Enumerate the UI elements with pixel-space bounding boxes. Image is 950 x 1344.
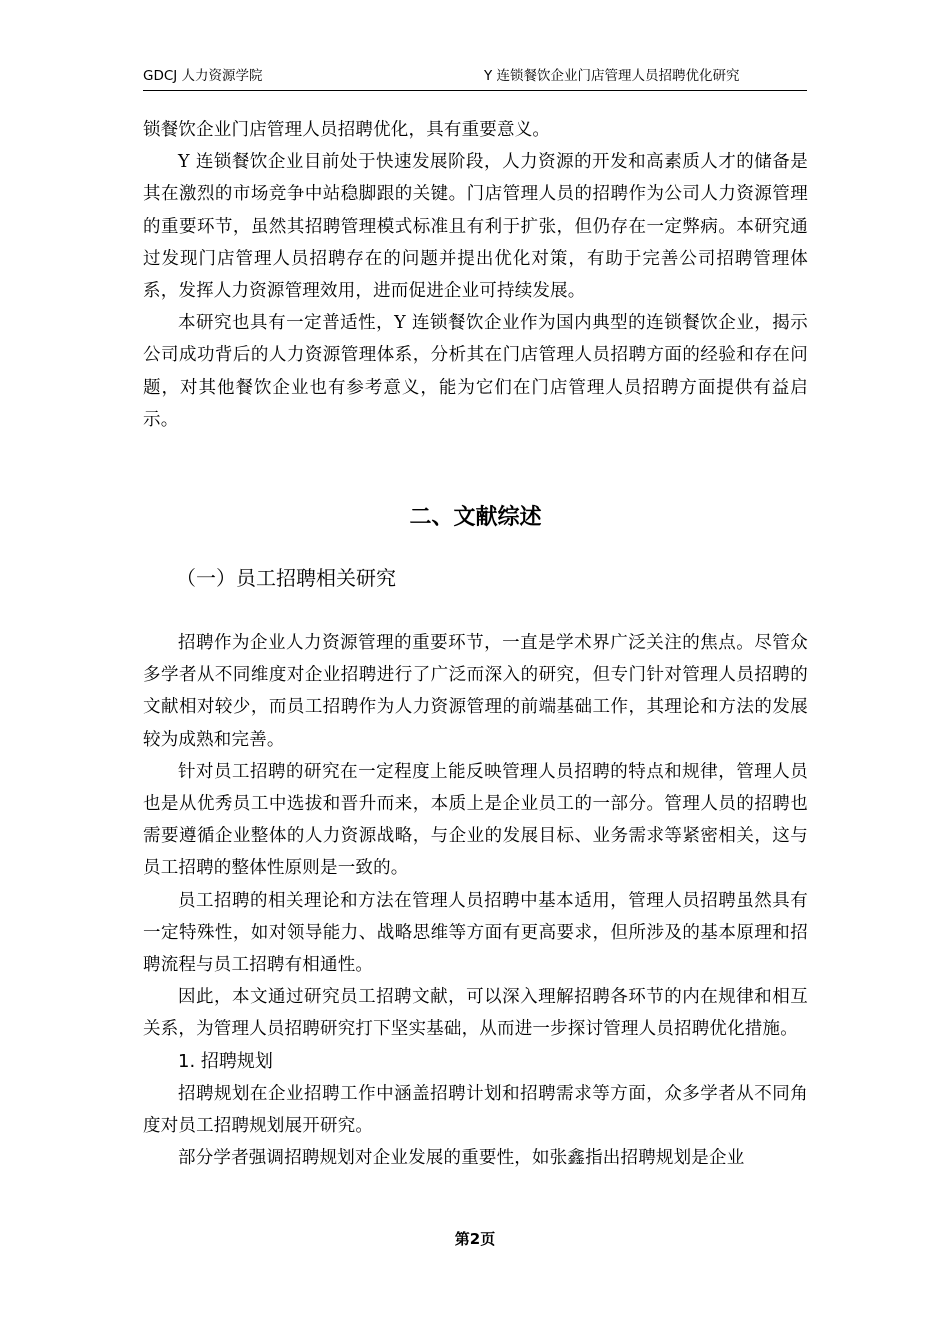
paragraph: 招聘作为企业人力资源管理的重要环节，一直是学术界广泛关注的焦点。尽管众多学者从不同维度对企业招聘进行了广泛而深入的研究，但专门针对管理人员招聘的文献相对较少，而员工招聘作为人力资源管理的前端基础工作，其理论和方法的发展较为成熟和完善。 <box>143 633 808 750</box>
intro-section <box>143 114 808 436</box>
page-number: 第2页 <box>454 1230 496 1248</box>
paragraph: 招聘规划在企业招聘工作中涵盖招聘计划和招聘需求等方面，众多学者从不同角度对员工招聘规划展开研究。 <box>143 1083 808 1136</box>
paragraph: 因此，本文通过研究员工招聘文献，可以深入理解招聘各环节的内在规律和相互关系，为管理人员招聘研究打下坚实基础，从而进一步探讨管理人员招聘优化措施。 <box>143 987 808 1040</box>
subsubsection-heading: 1. 招聘规划 <box>178 1050 273 1072</box>
paragraph: 本研究也具有一定普适性，Y 连锁餐饮企业作为国内典型的连锁餐饮企业，揭示公司成功背后的人力资源管理体系，分析其在门店管理人员招聘方面的经验和存在问题，对其他餐饮企业也有参考意义，能为它们在门店管理人员招聘方面提供有益启示。 <box>143 313 808 430</box>
subsection-heading: （一）员工招聘相关研究 <box>176 566 396 590</box>
paragraph: 员工招聘的相关理论和方法在管理人员招聘中基本适用，管理人员招聘虽然具有一定特殊性，如对领导能力、战略思维等方面有更高要求，但所涉及的基本原理和招聘流程与员工招聘有相通性。 <box>143 890 808 976</box>
paragraph: 针对员工招聘的研究在一定程度上能反映管理人员招聘的特点和规律，管理人员也是从优秀员工中选拔和晋升而来，本质上是企业员工的一部分。管理人员的招聘也需要遵循企业整体的人力资源战略，与企业的发展目标、业务需求等紧密相关，这与员工招聘的整体性原则是一致的。 <box>143 761 808 879</box>
paragraph: 部分学者强调招聘规划对企业发展的重要性，如张鑫指出招聘规划是企业 <box>178 1148 745 1169</box>
header-institution: GDCJ 人力资源学院 <box>143 68 263 84</box>
section-heading: 二、文献综述 <box>409 505 542 530</box>
header-paper-title: Y 连锁餐饮企业门店管理人员招聘优化研究 <box>484 68 740 84</box>
literature-section <box>143 627 808 1174</box>
page-header <box>143 66 807 91</box>
paragraph: 锁餐饮企业门店管理人员招聘优化，具有重要意义。 <box>143 120 551 140</box>
paragraph: Y 连锁餐饮企业目前处于快速发展阶段，人力资源的开发和高素质人才的储备是其在激烈的市场竞争中站稳脚跟的关键。门店管理人员的招聘作为公司人力资源管理的重要环节，虽然其招聘管理模式标准且有利于扩张，但仍存在一定弊病。本研究通过发现门店管理人员招聘存在的问题并提出优化对策，有助于完善公司招聘管理体系，发挥人力资源管理效用，进而促进企业可持续发展。 <box>143 152 808 302</box>
